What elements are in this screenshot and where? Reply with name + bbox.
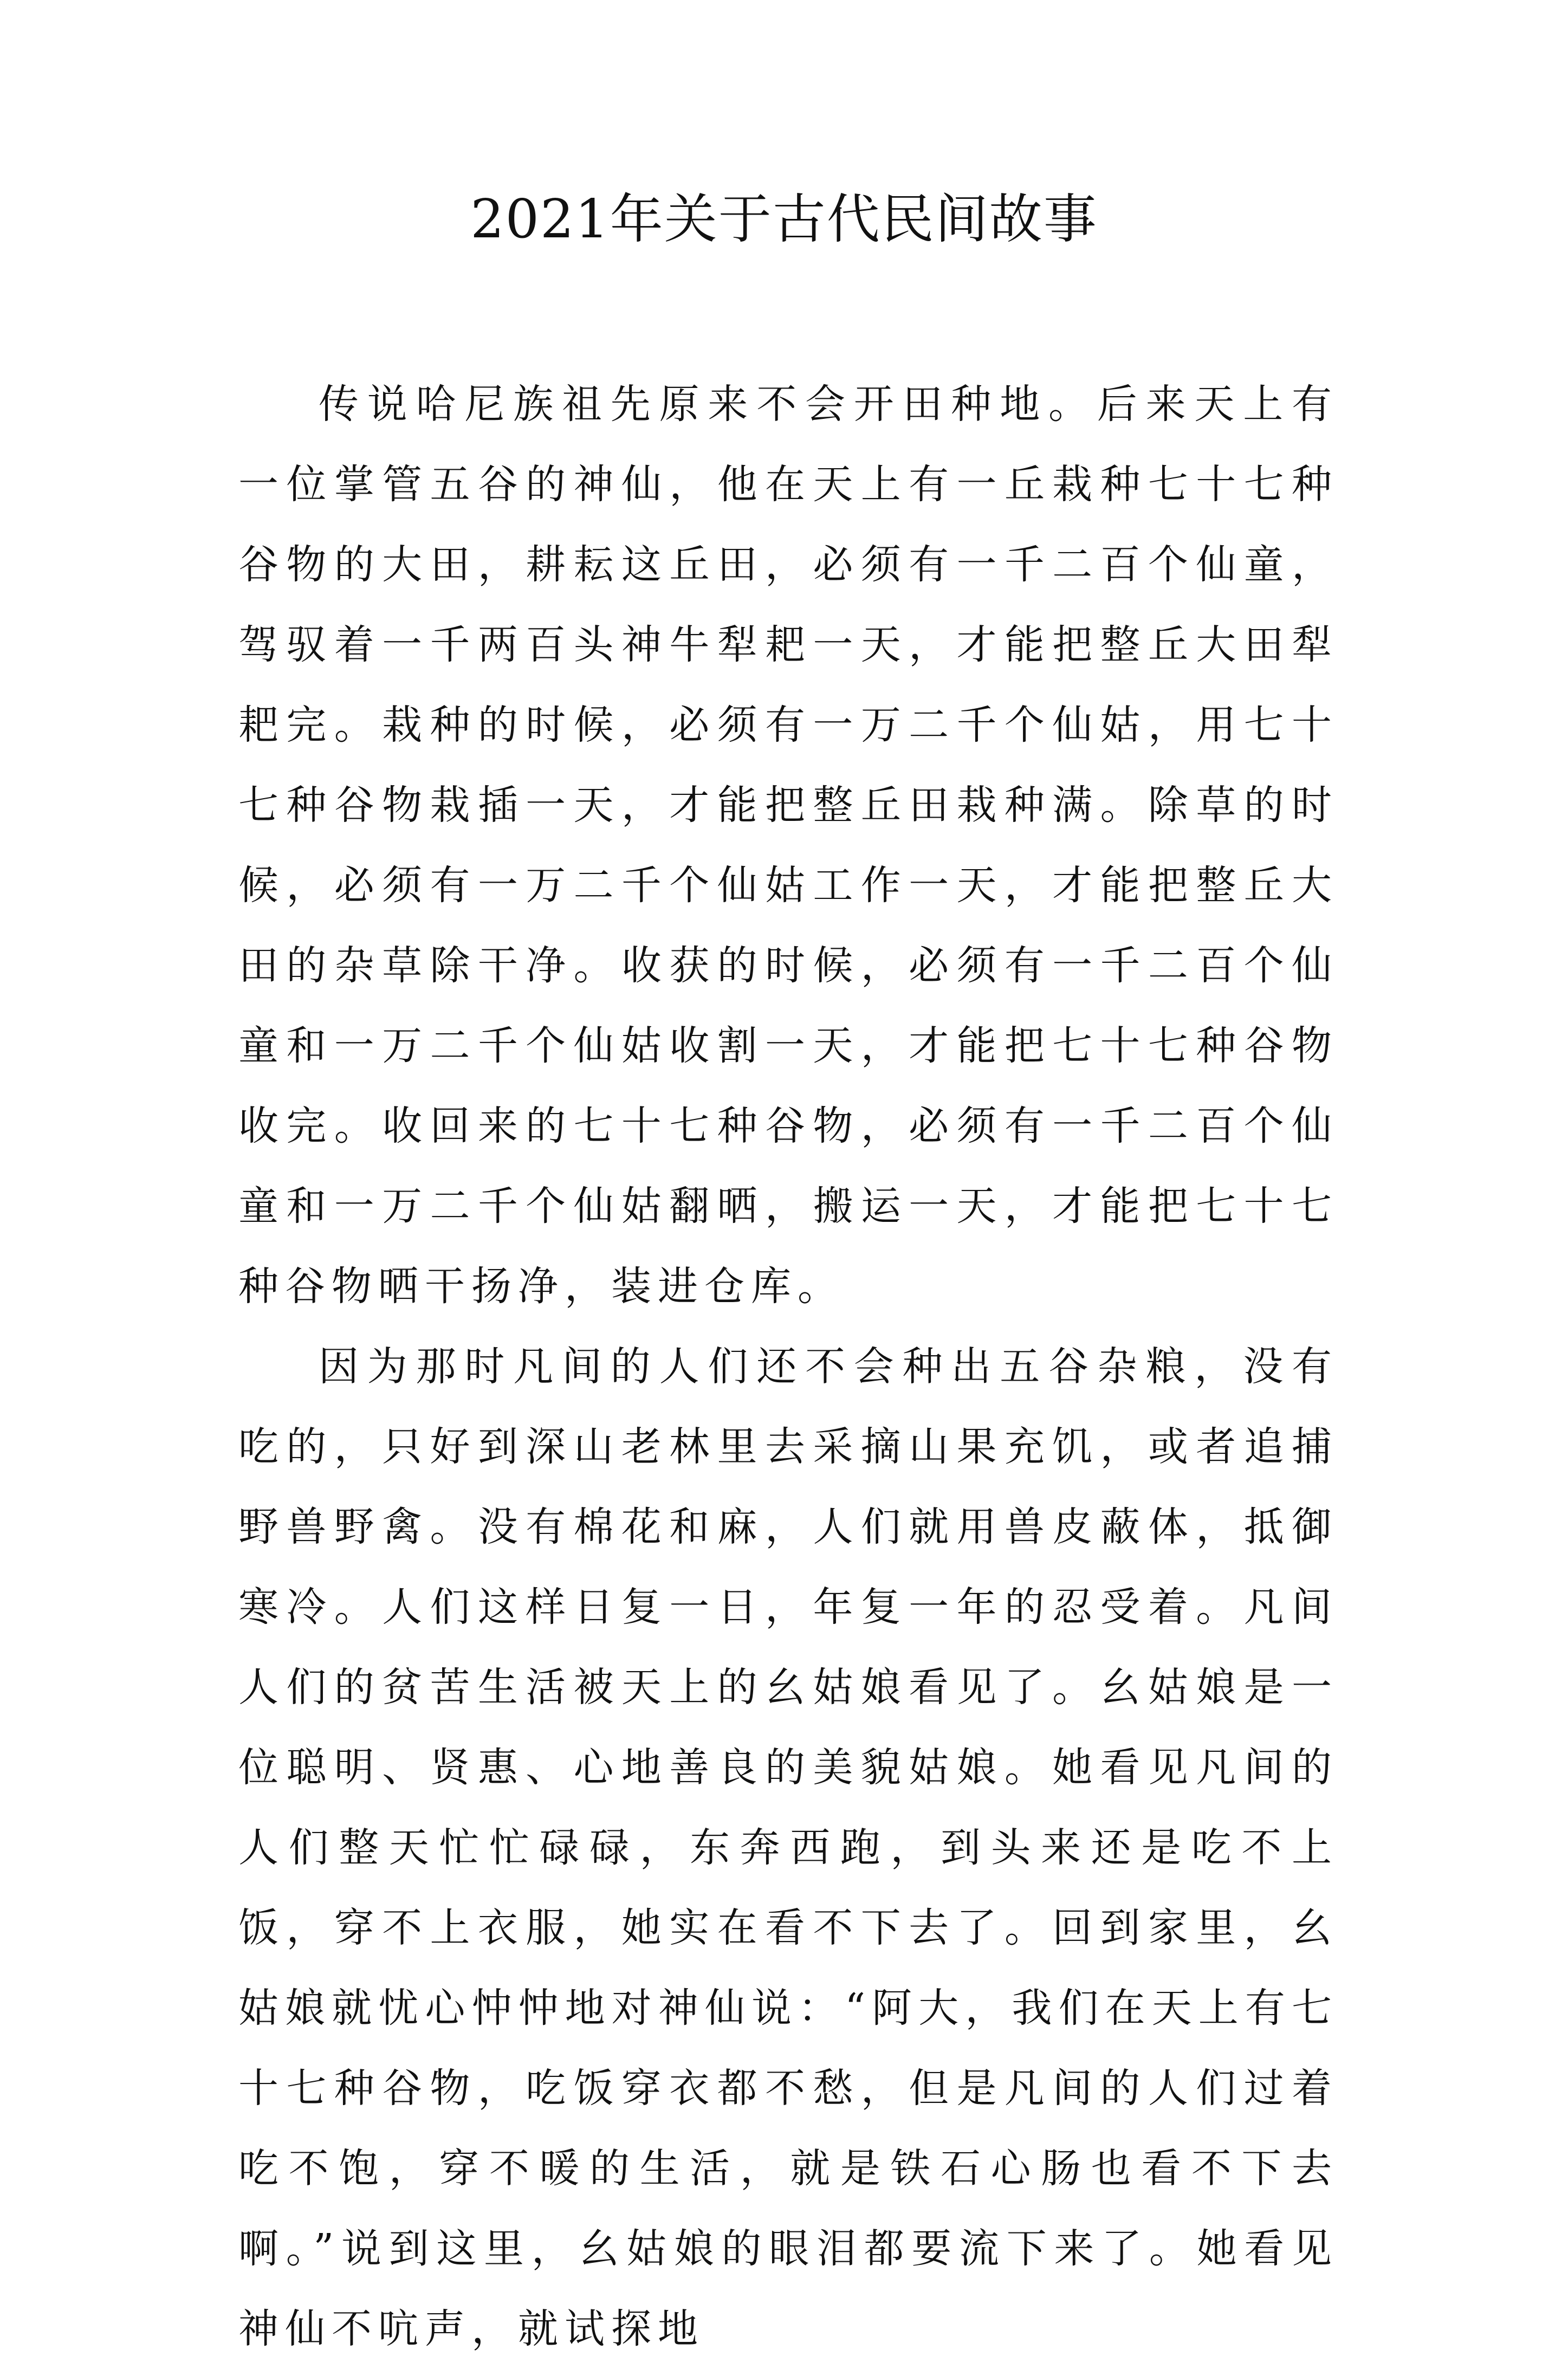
paragraph-2: 因为那时凡间的人们还不会种出五谷杂粮，没有吃的，只好到深山老林里去采摘山果充饥，或者追捕野兽野禽。没有棉花和麻，人们就用兽皮蔽体，抵御寒冷。人们这样日复一日，年复一年的忍受着。凡间人们的贫苦生活被天上的幺姑娘看见了。幺姑娘是一位聪明、贤惠、心地善良的美貌姑娘。她看见凡间的人们整天忙忙碌碌，东奔西跑，到头来还是吃不上饭，穿不上衣服，她实在看不下去了。回到家里，幺姑娘就忧心忡忡地对神仙说：“阿大，我们在天上有七十七种谷物，吃饭穿衣都不愁，但是凡间的人们过着吃不饱，穿不暖的生活，就是铁石心肠也看不下去啊。”说到这里，幺姑娘的眼泪都要流下来了。她看见神仙不吭声，就试探地 xyxy=(238,1343,1338,2352)
document-title: 2021年关于古代民间故事 xyxy=(470,189,1098,250)
paragraph-1: 传说哈尼族祖先原来不会开田种地。后来天上有一位掌管五谷的神仙，他在天上有一丘栽种七十七种谷物的大田，耕耘这丘田，必须有一千二百个仙童，驾驭着一千两百头神牛犁耙一天，才能把整丘大田犁耙完。栽种的时候，必须有一万二千个仙姑，用七十七种谷物栽插一天，才能把整丘田栽种满。除草的时候，必须有一万二千个仙姑工作一天，才能把整丘大田的杂草除干净。收获的时候，必须有一千二百个仙童和一万二千个仙姑收割一天，才能把七十七种谷物收完。收回来的七十七种谷物，必须有一千二百个仙童和一万二千个仙姑翻晒，搬运一天，才能把七十七种谷物晒干扬净，装进仓库。 xyxy=(238,381,1338,1310)
document-body xyxy=(238,364,1338,2369)
